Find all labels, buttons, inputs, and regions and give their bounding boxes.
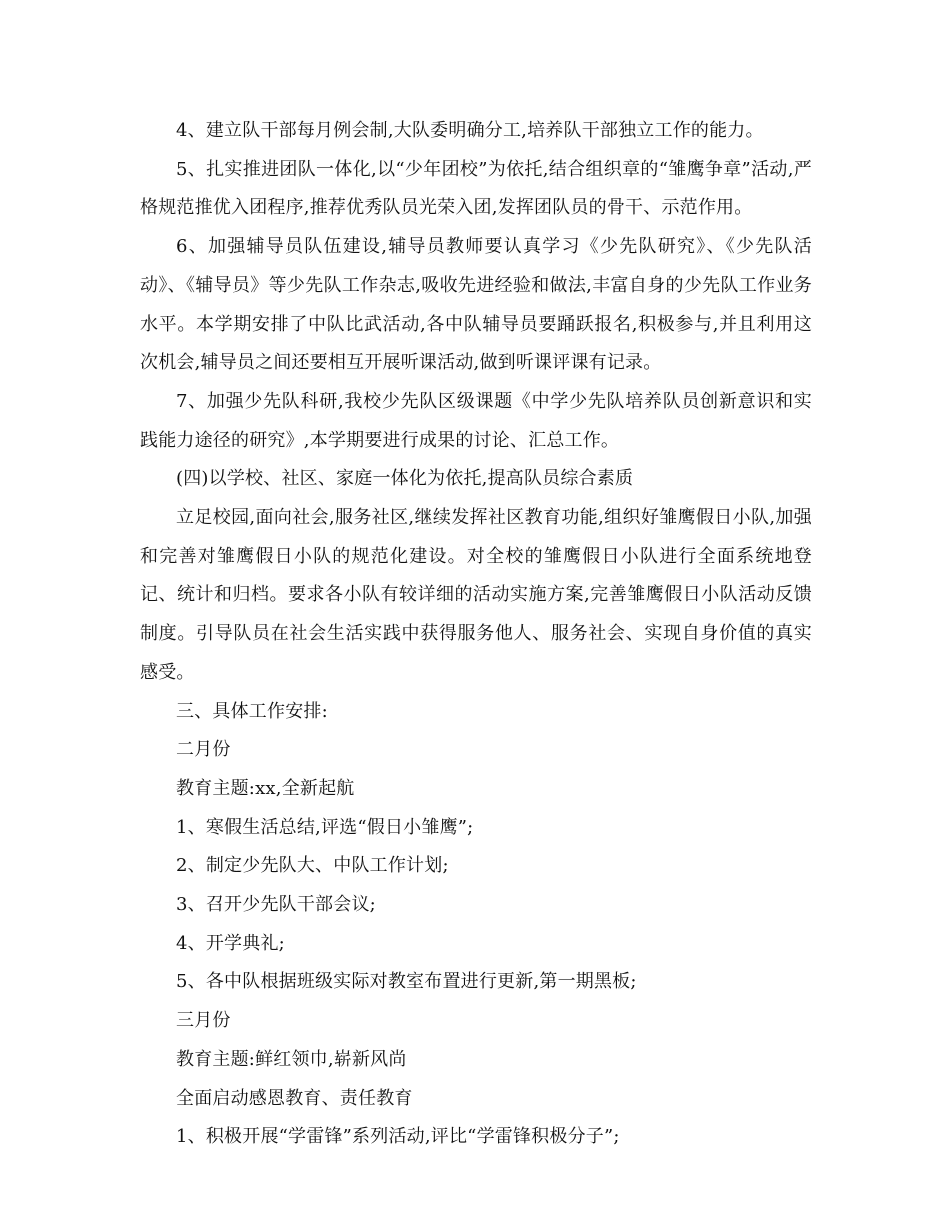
paragraph: 全面启动感恩教育、责任教育: [176, 1087, 413, 1109]
list-item: 2、制定少先队大、中队工作计划;: [176, 855, 449, 877]
education-theme: 教育主题:xx,全新起航: [176, 777, 355, 799]
list-item: 3、召开少先队干部会议;: [176, 894, 376, 916]
section-heading: (四)以学校、社区、家庭一体化为依托,提高队员综合素质: [176, 468, 634, 490]
education-theme: 教育主题:鲜红领巾,崭新风尚: [176, 1048, 407, 1070]
list-item: 5、各中队根据班级实际对教室布置进行更新,第一期黑板;: [176, 971, 637, 993]
list-item: 1、积极开展“学雷锋”系列活动,评比“学雷锋积极分子”;: [176, 1126, 620, 1148]
paragraph: 7、加强少先队科研,我校少先队区级课题《中学少先队培养队员创新意识和实践能力途径的研究》,本学期要进行成果的讨论、汇总工作。: [140, 390, 812, 451]
list-item: 1、寒假生活总结,评选“假日小雏鹰”;: [176, 816, 474, 838]
month-heading: 三月份: [176, 1010, 231, 1032]
section-heading: 三、具体工作安排:: [176, 700, 328, 722]
paragraph: 立足校园,面向社会,服务社区,继续发挥社区教育功能,组织好雏鹰假日小队,加强和完善对雏鹰假日小队的规范化建设。对全校的雏鹰假日小队进行全面系统地登记、统计和归档。要求各小队有较详细的活动实施方案,完善雏鹰假日小队活动反馈制度。引导队员在社会生活实践中获得服务他人、服务社会、实现自身价值的真实感受。: [140, 507, 812, 683]
list-item: 4、开学典礼;: [176, 932, 285, 954]
month-heading: 二月份: [176, 739, 231, 761]
document-body: [140, 112, 812, 1157]
paragraph: 5、扎实推进团队一体化,以“少年团校”为依托,结合组织章的“雏鹰争章”活动,严格规范推优入团程序,推荐优秀队员光荣入团,发挥团队员的骨干、示范作用。: [140, 158, 812, 219]
paragraph: 6、加强辅导员队伍建设,辅导员教师要认真学习《少先队研究》、《少先队活动》、《辅导员》等少先队工作杂志,吸收先进经验和做法,丰富自身的少先队工作业务水平。本学期安排了中队比武活动,各中队辅导员要踊跃报名,积极参与,并且利用这次机会,辅导员之间还要相互开展听课活动,做到听课评课有记录。: [140, 236, 812, 374]
paragraph: 4、建立队干部每月例会制,大队委明确分工,培养队干部独立工作的能力。: [176, 120, 764, 141]
